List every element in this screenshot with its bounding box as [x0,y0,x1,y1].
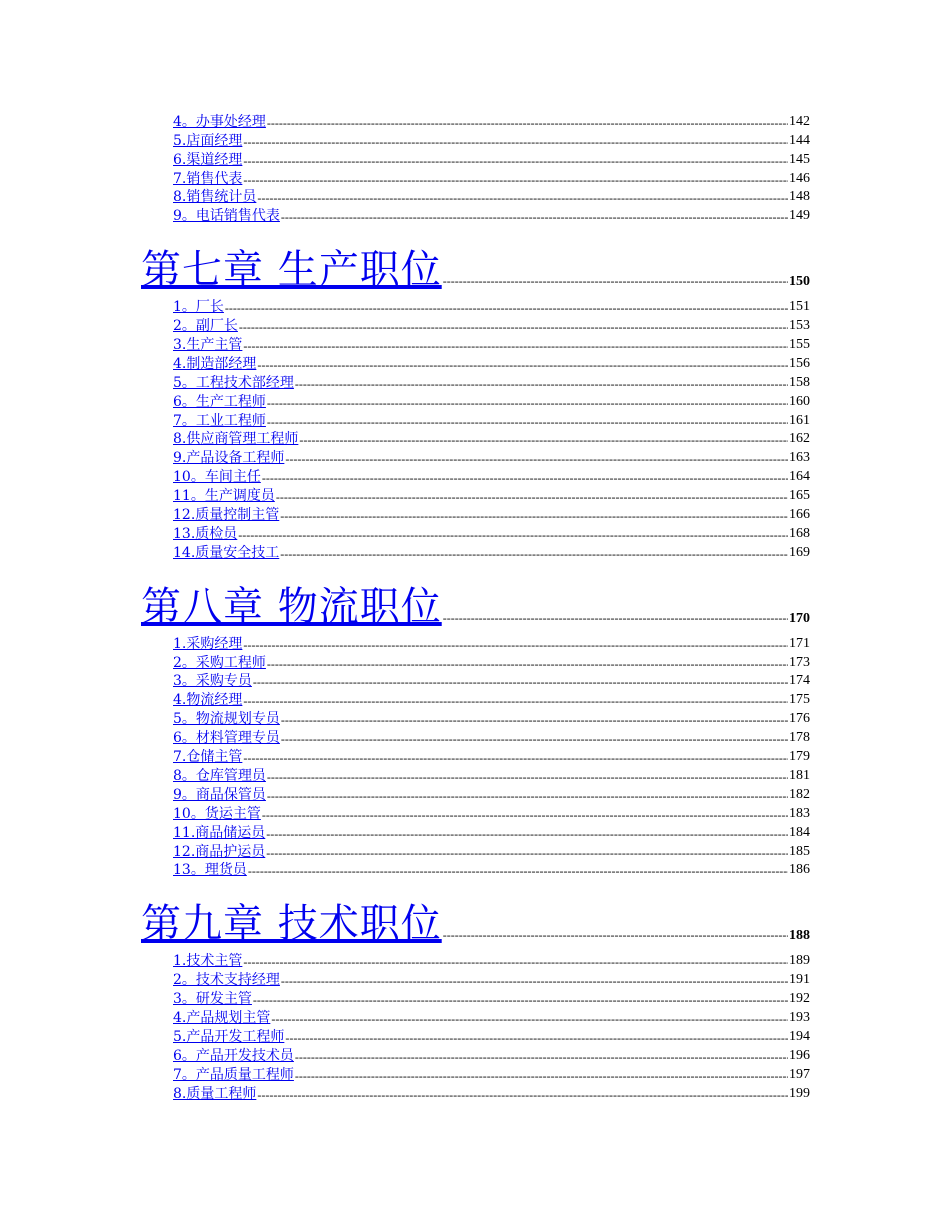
dot-leader [271,1011,788,1027]
dot-leader [267,115,788,131]
toc-entry [173,1008,810,1027]
dot-leader [243,134,788,150]
toc-entry [173,709,810,728]
dot-leader [267,788,788,804]
chapter-heading [141,891,810,947]
toc-page-number: 197 [789,1066,810,1082]
toc-entry-link[interactable]: 12.质量控制主管 [173,507,280,524]
toc-entry-link[interactable]: 5.店面经理 [173,132,243,149]
toc-entry-link[interactable]: 2。采购工程师 [173,654,266,671]
toc-page-number: 181 [789,767,810,783]
chapter-page-number: 170 [789,610,810,626]
toc-entry-link[interactable]: 1。厂长 [173,299,224,316]
toc-entry [173,842,810,861]
dot-leader [267,414,788,430]
dot-leader [243,637,788,653]
dot-leader [295,1068,788,1084]
toc-entry [173,970,810,989]
toc-page-number: 184 [789,824,810,840]
dot-leader [266,826,788,842]
toc-entry-link[interactable]: 11.商品储运员 [173,824,266,841]
toc-page-number: 164 [789,469,810,485]
toc-entry-link[interactable]: 12.商品护运员 [173,843,266,860]
dot-leader [281,209,788,225]
toc-entry [173,524,810,543]
toc-page-number: 182 [789,786,810,802]
toc-entry-link[interactable]: 8.供应商管理工程师 [173,431,299,448]
toc-page-number: 146 [789,170,810,186]
toc-entry [173,373,810,392]
toc-entry [173,131,810,150]
dot-leader [243,338,788,354]
toc-entry [173,150,810,169]
toc-entry-link[interactable]: 2。技术支持经理 [173,972,280,989]
toc-entry-link[interactable]: 7.销售代表 [173,170,243,187]
toc-entry [173,1084,810,1103]
toc-page-number: 176 [789,711,810,727]
toc-page-number: 193 [789,1009,810,1025]
toc-entry [173,823,810,842]
toc-entry-link[interactable]: 7。产品质量工程师 [173,1066,294,1083]
toc-entry [173,297,810,316]
dot-leader [267,769,788,785]
toc-entry [173,505,810,524]
toc-page-number: 175 [789,692,810,708]
toc-entry-link[interactable]: 7。工业工程师 [173,412,266,429]
dot-leader [253,992,788,1008]
toc-entry-link[interactable]: 9。电话销售代表 [173,208,280,225]
dot-leader [276,489,788,505]
toc-page-number: 196 [789,1047,810,1063]
dot-leader [281,731,788,747]
toc-entry-link[interactable]: 4。办事处经理 [173,113,266,130]
toc-entry-link[interactable]: 5。工程技术部经理 [173,374,294,391]
toc-page-number: 144 [789,132,810,148]
toc-entry-link[interactable]: 8.销售统计员 [173,189,257,206]
toc-page-number: 155 [789,337,810,353]
toc-entry [173,335,810,354]
toc-entry-link[interactable]: 3。研发主管 [173,991,252,1008]
toc-entry-link[interactable]: 4.物流经理 [173,692,243,709]
toc-page-number: 186 [789,862,810,878]
toc-page-number: 191 [789,972,810,988]
toc-page-number: 192 [789,991,810,1007]
dot-leader [257,1087,788,1103]
toc-entry [173,392,810,411]
toc-entry [173,690,810,709]
toc-entry [173,188,810,207]
toc-page-number: 199 [789,1085,810,1101]
toc-page-number: 156 [789,355,810,371]
dot-leader [295,1049,788,1065]
chapter-heading [141,237,810,293]
toc-entry-link[interactable]: 13。理货员 [173,862,247,879]
toc-entry-link[interactable]: 8。仓库管理员 [173,767,266,784]
toc-entry-link[interactable]: 6。产品开发技术员 [173,1047,294,1064]
dot-leader [281,973,788,989]
toc-entry-link[interactable]: 13.质检员 [173,525,238,542]
dot-leader [243,172,788,188]
toc-entry [173,785,810,804]
toc-entry [173,316,810,335]
toc-page-number: 160 [789,393,810,409]
chapter-page-number: 188 [789,928,810,944]
toc-entry-link[interactable]: 9.产品设备工程师 [173,450,285,467]
chapter-title-link[interactable]: 第九章 技术职位 [141,901,442,948]
dot-leader [443,610,788,626]
toc-entry-link[interactable]: 2。副厂长 [173,318,238,335]
toc-entry-link[interactable]: 1.采购经理 [173,635,243,652]
toc-page-number: 158 [789,374,810,390]
dot-leader [253,674,788,690]
chapter-title-link[interactable]: 第八章 物流职位 [141,583,442,630]
toc-page-number: 171 [789,635,810,651]
dot-leader [257,357,788,373]
dot-leader [239,319,788,335]
toc-entry-link[interactable]: 10。货运主管 [173,805,261,822]
dot-leader [281,712,788,728]
dot-leader [243,954,788,970]
toc-entry-link[interactable]: 4.产品规划主管 [173,1009,271,1026]
toc-page-number: 145 [789,151,810,167]
dot-leader [295,376,788,392]
toc-entry-link[interactable]: 6.渠道经理 [173,151,243,168]
toc-entry [173,728,810,747]
dot-leader [266,845,788,861]
toc-page-number: 162 [789,431,810,447]
toc-entry-link[interactable]: 3.生产主管 [173,337,243,354]
toc-page-number: 166 [789,507,810,523]
toc-entry [173,411,810,430]
dot-leader [285,451,788,467]
toc-entry [173,486,810,505]
toc-entry-link[interactable]: 7.仓储主管 [173,749,243,766]
toc-entry-link[interactable]: 9。商品保管员 [173,786,266,803]
table-of-contents [141,112,810,1103]
dot-leader [280,508,788,524]
toc-entry [173,206,810,225]
dot-leader [243,750,788,766]
toc-entry [173,766,810,785]
toc-entry-link[interactable]: 14.质量安全技工 [173,544,280,561]
toc-entry [173,1027,810,1046]
toc-page-number: 149 [789,208,810,224]
dot-leader [243,153,788,169]
dot-leader [299,432,788,448]
dot-leader [443,927,788,943]
toc-entry [173,1065,810,1084]
dot-leader [262,807,788,823]
toc-page-number: 194 [789,1028,810,1044]
toc-entry [173,951,810,970]
toc-entry-link[interactable]: 1.技术主管 [173,953,243,970]
toc-entry [173,448,810,467]
toc-entry [173,634,810,653]
chapter-title-link[interactable]: 第七章 生产职位 [141,247,442,294]
dot-leader [262,470,788,486]
toc-page-number: 183 [789,805,810,821]
toc-entry-link[interactable]: 8.质量工程师 [173,1085,257,1102]
dot-leader [257,190,788,206]
toc-entry [173,653,810,672]
toc-page-number: 173 [789,654,810,670]
dot-leader [267,656,788,672]
toc-page-number: 174 [789,673,810,689]
toc-entry [173,543,810,562]
toc-entry-link[interactable]: 6。生产工程师 [173,393,266,410]
toc-page-number: 161 [789,412,810,428]
chapter-page-number: 150 [789,274,810,290]
toc-page-number: 153 [789,318,810,334]
dot-leader [285,1030,788,1046]
dot-leader [248,863,788,879]
chapter-heading [141,574,810,630]
toc-page-number: 148 [789,189,810,205]
toc-entry [173,989,810,1008]
toc-entry-link[interactable]: 3。采购专员 [173,673,252,690]
dot-leader [280,546,788,562]
toc-page-number: 178 [789,730,810,746]
toc-entry [173,747,810,766]
dot-leader [243,693,788,709]
toc-entry-link[interactable]: 4.制造部经理 [173,355,257,372]
toc-entry-link[interactable]: 6。材料管理专员 [173,730,280,747]
toc-page-number: 151 [789,299,810,315]
toc-page-number: 168 [789,525,810,541]
toc-entry [173,354,810,373]
toc-entry [173,169,810,188]
toc-entry [173,861,810,880]
dot-leader [267,395,788,411]
toc-entry-link[interactable]: 10。车间主任 [173,469,261,486]
toc-entry [173,112,810,131]
toc-entry [173,1046,810,1065]
toc-page-number: 169 [789,544,810,560]
toc-page-number: 189 [789,953,810,969]
toc-entry-link[interactable]: 5。物流规划专员 [173,711,280,728]
dot-leader [225,300,788,316]
toc-page-number: 179 [789,749,810,765]
toc-entry-link[interactable]: 11。生产调度员 [173,488,275,505]
toc-page-number: 185 [789,843,810,859]
toc-page-number: 165 [789,488,810,504]
dot-leader [238,527,788,543]
toc-page-number: 163 [789,450,810,466]
toc-entry [173,672,810,691]
dot-leader [443,273,788,289]
toc-entry-link[interactable]: 5.产品开发工程师 [173,1028,285,1045]
toc-page-number: 142 [789,113,810,129]
toc-entry [173,430,810,449]
toc-entry [173,467,810,486]
toc-entry [173,804,810,823]
